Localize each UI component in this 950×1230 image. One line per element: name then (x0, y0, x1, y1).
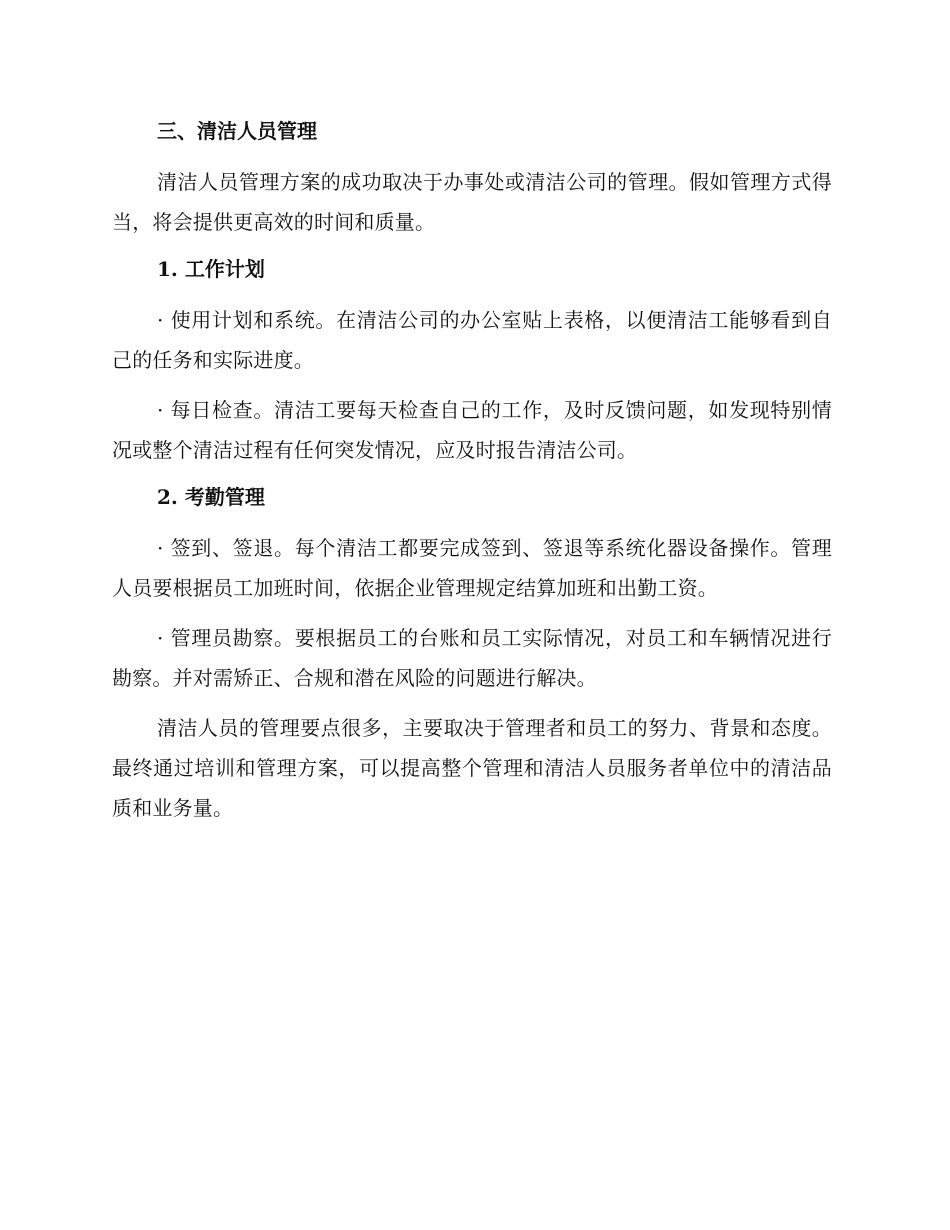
intro-paragraph: 清洁人员管理方案的成功取决于办事处或清洁公司的管理。假如管理方式得当，将会提供更高效的时间和质量。 (112, 170, 832, 234)
document-page (112, 110, 832, 838)
conclusion-paragraph: 清洁人员的管理要点很多，主要取决于管理者和员工的努力、背景和态度。最终通过培训和管理方案，可以提高整个管理和清洁人员服务者单位中的清洁品质和业务量。 (112, 716, 832, 820)
list-item: · 使用计划和系统。在清洁公司的办公室贴上表格，以便清洁工能够看到自己的任务和实际进度。 (112, 308, 832, 372)
list-item: · 管理员勘察。要根据员工的台账和员工实际情况，对员工和车辆情况进行勘察。并对需矫正、合规和潜在风险的问题进行解决。 (112, 626, 832, 690)
subsection-title-attendance: 2. 考勤管理 (157, 485, 265, 509)
list-item: · 每日检查。清洁工要每天检查自己的工作，及时反馈问题，如发现特别情况或整个清洁过程有任何突发情况，应及时报告清洁公司。 (112, 398, 832, 462)
subsection-title-work-plan: 1. 工作计划 (157, 257, 265, 281)
section-title: 三、清洁人员管理 (157, 119, 317, 143)
list-item: · 签到、签退。每个清洁工都要完成签到、签退等系统化器设备操作。管理人员要根据员工加班时间，依据企业管理规定结算加班和出勤工资。 (112, 536, 832, 600)
